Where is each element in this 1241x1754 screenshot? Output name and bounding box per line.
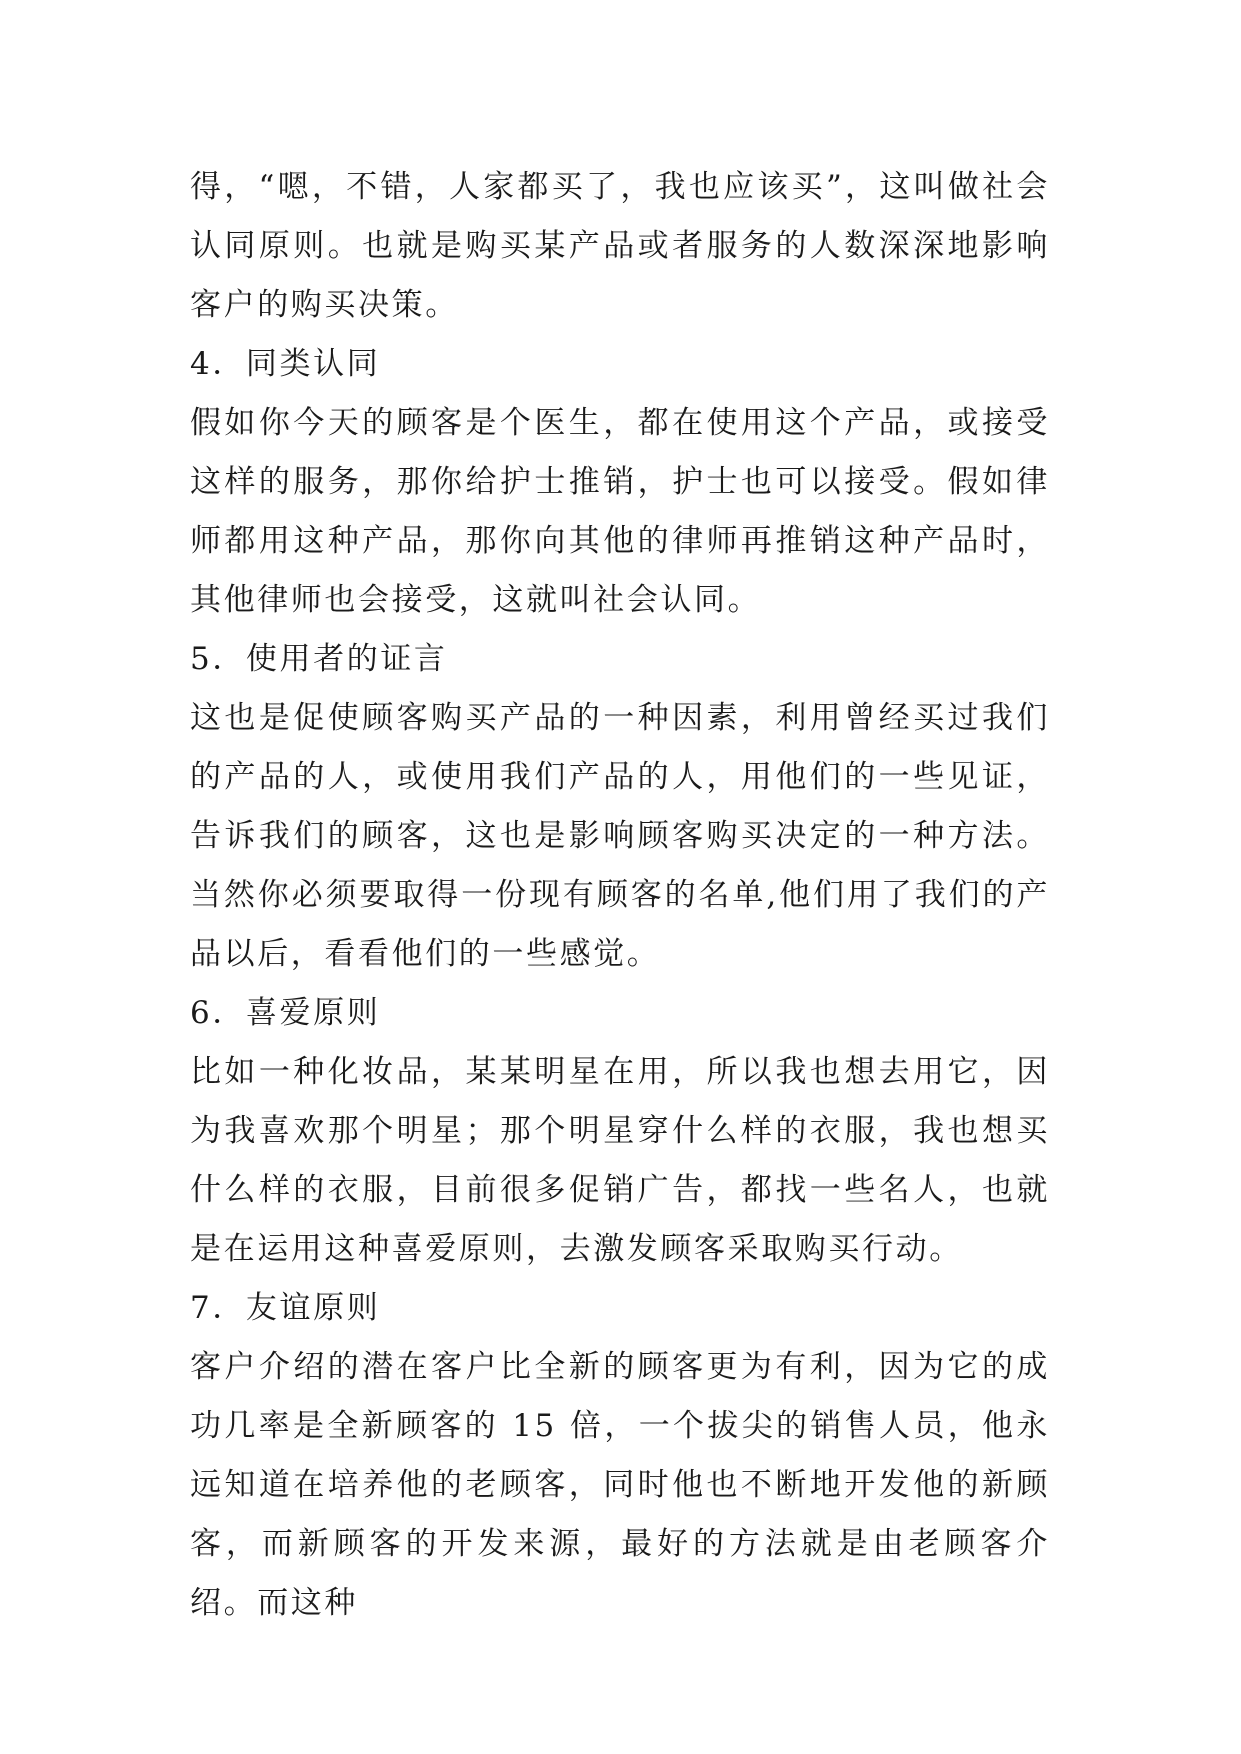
paragraph-friendship-principle: 客户介绍的潜在客户比全新的顾客更为有利，因为它的成功几率是全新顾客的 15 倍，一个拔尖的销售人员，他永远知道在培养他的老顾客，同时他也不断地开发他的新顾客，而新顾客的开发来源，最好的方法就是由老顾客介绍。而这种 [190,1349,1050,1621]
paragraph-liking-principle: 比如一种化妆品，某某明星在用，所以我也想去用它，因为我喜欢那个明星；那个明星穿什么样的衣服，我也想买什么样的衣服，目前很多促销广告，都找一些名人，也就是在运用这种喜爱原则，去激发顾客采取购买行动。 [190,1054,1050,1267]
heading-peer-identification: 4．同类认同 [190,346,381,382]
heading-liking-principle: 6．喜爱原则 [190,995,381,1031]
heading-testimonials: 5．使用者的证言 [190,641,448,677]
paragraph-peer-identification: 假如你今天的顾客是个医生，都在使用这个产品，或接受这样的服务，那你给护士推销，护士也可以接受。假如律师都用这种产品，那你向其他的律师再推销这种产品时，其他律师也会接受，这就叫社会认同。 [190,405,1050,618]
heading-friendship-principle: 7．友谊原则 [190,1290,381,1326]
document-body [190,158,1050,1633]
paragraph-social-proof: 得，“嗯，不错，人家都买了，我也应该买”，这叫做社会认同原则。也就是购买某产品或者服务的人数深深地影响客户的购买决策。 [190,169,1050,323]
paragraph-testimonials: 这也是促使顾客购买产品的一种因素，利用曾经买过我们的产品的人，或使用我们产品的人，用他们的一些见证，告诉我们的顾客，这也是影响顾客购买决定的一种方法。当然你必须要取得一份现有顾客的名单,他们用了我们的产品以后，看看他们的一些感觉。 [190,700,1050,972]
